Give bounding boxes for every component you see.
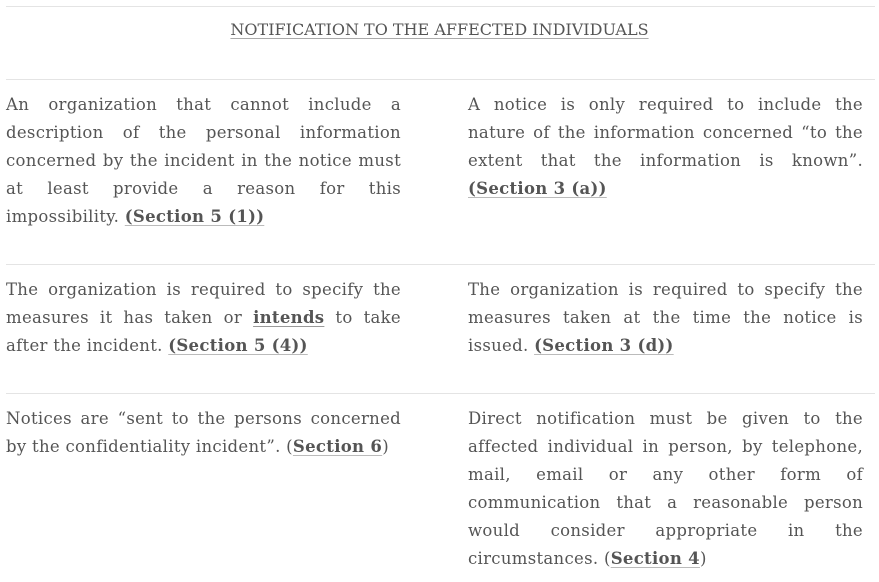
row1-right-text: A notice is only required to include the nature of the information concerned “to the extent that the information is known”. — [468, 95, 863, 170]
row-divider — [6, 393, 875, 394]
row3-left-text-after: ) — [382, 437, 389, 456]
row1-left-section-link[interactable]: (Section 5 (1)) — [124, 207, 265, 226]
row1-left-cell — [6, 91, 401, 231]
row3-left-cell — [6, 405, 401, 461]
row1-right-section-link[interactable]: (Section 3 (a)) — [468, 179, 607, 198]
row3-right-text: Direct notification must be given to the affected individual in person, by telephone, mail, email or any other form of communication that a reasonable person would consider appropriate in the circumstances. ( — [468, 409, 863, 568]
row2-left-text-after: to take after the incident. — [6, 308, 401, 355]
row2-left-text: The organization is required to specify the measures it has taken or — [6, 280, 401, 327]
row-divider — [6, 264, 875, 265]
row3-right-cell — [468, 405, 863, 573]
row2-right-text: The organization is required to specify the measures taken at the time the notice is issued. — [468, 280, 863, 355]
row3-right-section-link[interactable]: Section 4 — [610, 549, 700, 568]
row1-right-cell — [468, 91, 863, 203]
row2-left-emphasis-link[interactable]: intends — [253, 308, 325, 327]
row2-right-cell — [468, 276, 863, 360]
top-divider — [6, 6, 875, 7]
row2-left-cell — [6, 276, 401, 360]
row2-right-section-link[interactable]: (Section 3 (d)) — [534, 336, 674, 355]
row3-right-text-after: ) — [699, 549, 707, 568]
row-divider — [6, 79, 875, 80]
row3-left-text: Notices are “sent to the persons concerned by the confidentiality incident”. ( — [6, 409, 401, 456]
row3-left-section-link[interactable]: Section 6 — [292, 437, 383, 456]
row1-left-text: An organization that cannot include a description of the personal information concerned by the incident in the notice must at least provide a reason for this impossibility. — [6, 95, 401, 226]
heading-text: NOTIFICATION TO THE AFFECTED INDIVIDUALS — [230, 20, 649, 39]
row2-left-section-link[interactable]: (Section 5 (4)) — [168, 336, 308, 355]
section-heading — [0, 20, 879, 39]
